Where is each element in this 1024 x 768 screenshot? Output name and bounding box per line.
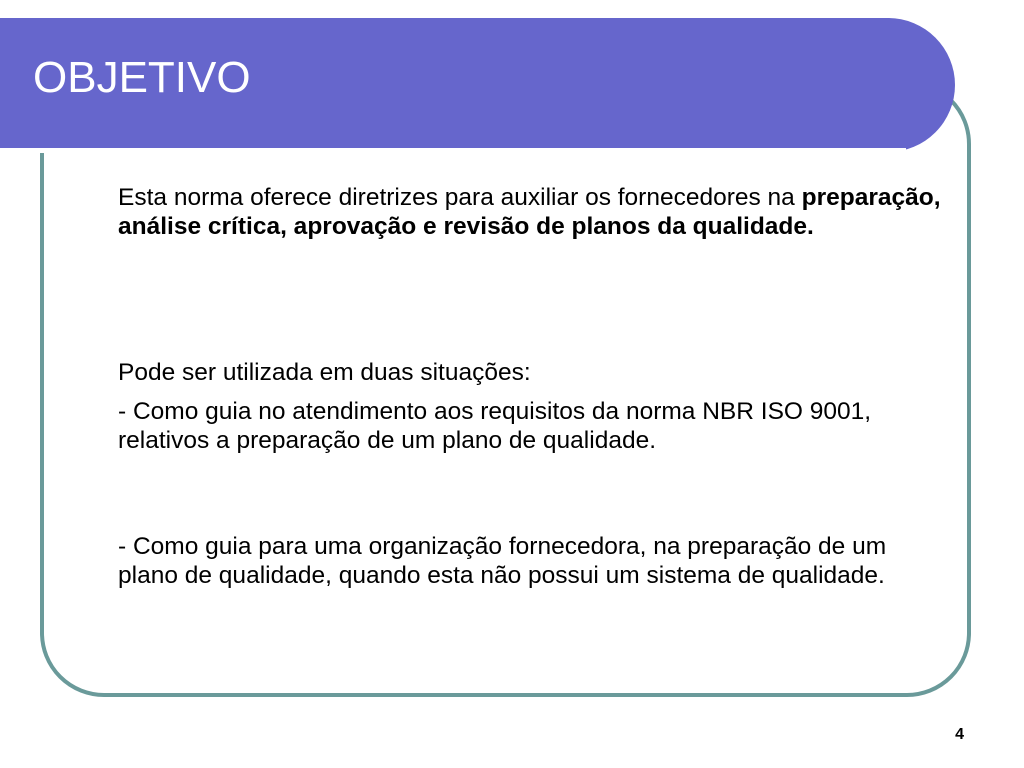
objective-bold-text: preparação, análise crítica, aprovação e revisão de planos da qualidade. bbox=[118, 184, 941, 240]
page-number: 4 bbox=[955, 726, 964, 743]
slide-title: OBJETIVO bbox=[33, 53, 251, 102]
objective-text: Esta norma oferece diretrizes para auxiliar os fornecedores na bbox=[118, 184, 802, 211]
usage-intro-paragraph: Pode ser utilizada em duas situações: bbox=[118, 359, 531, 386]
objective-paragraph bbox=[118, 184, 948, 241]
usage-item-1: - Como guia no atendimento aos requisitos da norma NBR ISO 9001, relativos a preparação de um plano de qualidade. bbox=[118, 398, 872, 454]
usage-item-2: - Como guia para uma organização fornecedora, na preparação de um plano de qualidade, quando esta não possui um sistema de qualidade. bbox=[118, 533, 887, 589]
title-underline bbox=[0, 148, 906, 153]
content-frame bbox=[40, 80, 971, 697]
